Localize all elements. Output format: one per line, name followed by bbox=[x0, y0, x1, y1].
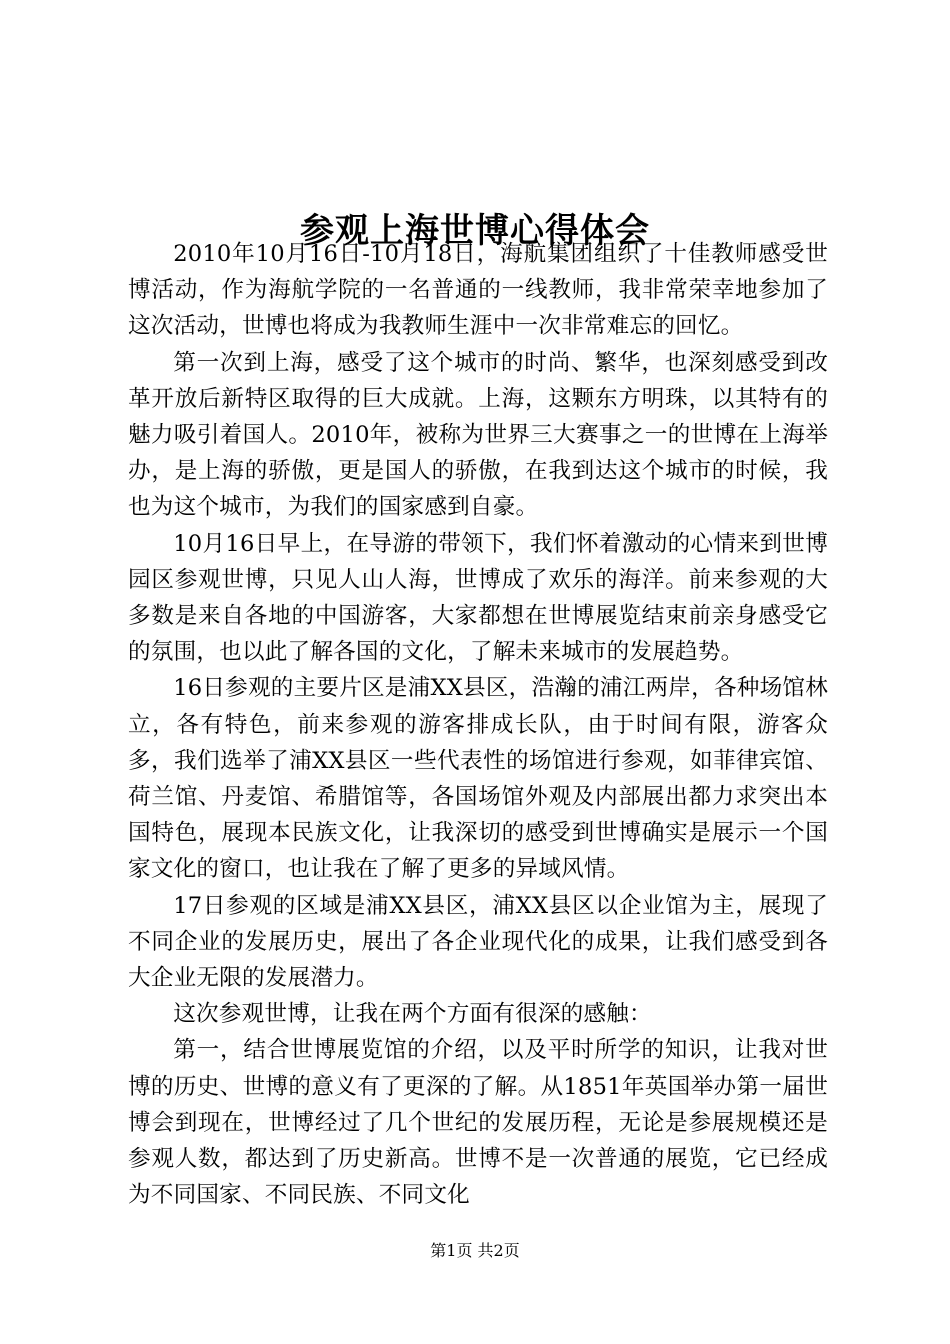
paragraph-1: 2010年10月16日-10月18日，海航集团组织了十佳教师感受世博活动，作为海航学院的一名普通的一线教师，我非常荣幸地参加了这次活动，世博也将成为我教师生涯中一次非常难忘的回忆。 bbox=[128, 241, 828, 340]
paragraph-5: 17日参观的区域是浦XX县区，浦XX县区以企业馆为主，展现了不同企业的发展历史，展出了各企业现代化的成果，让我们感受到各大企业无限的发展潜力。 bbox=[128, 892, 828, 992]
paragraph-4: 16日参观的主要片区是浦XX县区，浩瀚的浦江两岸，各种场馆林立，各有特色，前来参观的游客排成长队，由于时间有限，游客众多，我们选举了浦XX县区一些代表性的场馆进行参观，如菲律宾馆、荷兰馆、丹麦馆、希腊馆等，各国场馆外观及内部展出都力求突出本国特色，展现本民族文化，让我深切的感受到世博确实是展示一个国家文化的窗口，也让我在了解了更多的异域风情。 bbox=[128, 675, 828, 883]
paragraph-6: 这次参观世博，让我在两个方面有很深的感触： bbox=[173, 1001, 652, 1028]
page-footer: 第1页 共2页 bbox=[430, 1241, 520, 1260]
paragraph-7: 第一，结合世博展览馆的介绍，以及平时所学的知识，让我对世博的历史、世博的意义有了更深的了解。从1851年英国举办第一届世博会到现在，世博经过了几个世纪的发展历程，无论是参展规模还是参观人数，都达到了历史新高。世博不是一次普通的展览，它已经成为不同国家、不同民族、不同文化 bbox=[128, 1037, 828, 1209]
document-body bbox=[128, 236, 828, 1213]
document-title: 参观上海世博心得体会 bbox=[300, 210, 650, 251]
paragraph-3: 10月16日早上，在导游的带领下，我们怀着激动的心情来到世博园区参观世博，只见人山人海，世博成了欢乐的海洋。前来参观的大多数是来自各地的中国游客，大家都想在世博展览结束前亲身感受它的氛围，也以此了解各国的文化，了解未来城市的发展趋势。 bbox=[128, 530, 828, 666]
paragraph-2: 第一次到上海，感受了这个城市的时尚、繁华，也深刻感受到改革开放后新特区取得的巨大成就。上海，这颗东方明珠，以其特有的魅力吸引着国人。2010年，被称为世界三大赛事之一的世博在上海举办，是上海的骄傲，更是国人的骄傲，在我到达这个城市的时候，我也为这个城市，为我们的国家感到自豪。 bbox=[128, 349, 828, 521]
